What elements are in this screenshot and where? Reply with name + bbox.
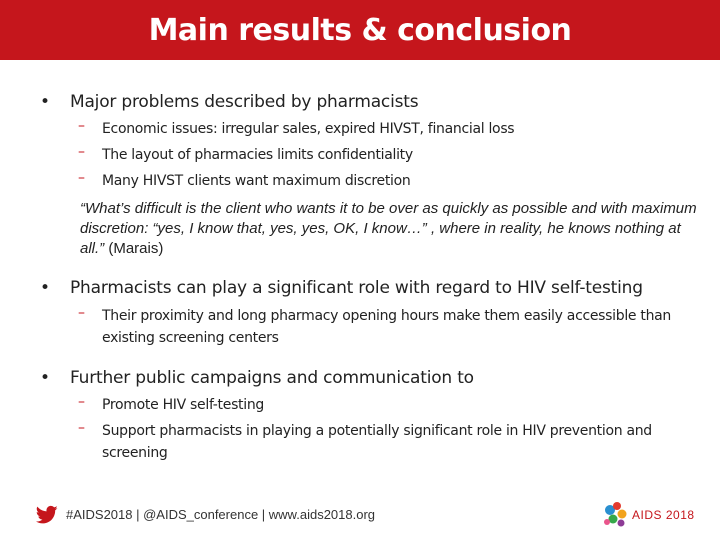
bullet-text: Major problems described by pharmacists	[70, 92, 419, 112]
subitem-marker: –	[78, 394, 85, 410]
bullet-text: Further public campaigns and communication to	[70, 368, 474, 388]
subitem-text: The layout of pharmacies limits confidentiality	[102, 147, 413, 163]
bullet-text: Pharmacists can play a significant role with regard to HIV self-testing	[70, 278, 643, 298]
subitem-marker: –	[78, 420, 85, 436]
bullet-marker: •	[40, 278, 50, 298]
quote-text: “What’s difficult is the client who wants it to be over as quickly as possible and with maximum discretion: “yes, I know that, yes, yes, OK, I know…” , where in reality, he knows nothing at all.”	[80, 200, 697, 257]
logo-text: AIDS 2018	[632, 508, 695, 522]
footer-hashtags: #AIDS2018 | @AIDS_conference | www.aids2018.org	[66, 507, 376, 522]
pharmacist-quote	[80, 199, 700, 259]
subitem-text: Many HIVST clients want maximum discretion	[102, 173, 411, 189]
subitem-text: Economic issues: irregular sales, expired HIVST, financial loss	[102, 121, 515, 137]
subitem-marker: –	[78, 118, 85, 134]
quote-source: (Marais)	[108, 240, 164, 257]
bullet-marker: •	[40, 368, 50, 388]
slide-title: Main results & conclusion	[148, 12, 572, 48]
subitem-text: Promote HIV self-testing	[102, 397, 264, 413]
bullet-marker: •	[40, 92, 50, 112]
subitem-text: Their proximity and long pharmacy opening hours make them easily accessible than existing screening centers	[102, 308, 672, 346]
subitem-marker: –	[78, 170, 85, 186]
subitem-text: Support pharmacists in playing a potentially significant role in HIV prevention and screening	[102, 423, 652, 461]
twitter-bird-icon	[36, 505, 58, 525]
subitem-marker: –	[78, 144, 85, 160]
subitem-marker: –	[78, 305, 85, 321]
